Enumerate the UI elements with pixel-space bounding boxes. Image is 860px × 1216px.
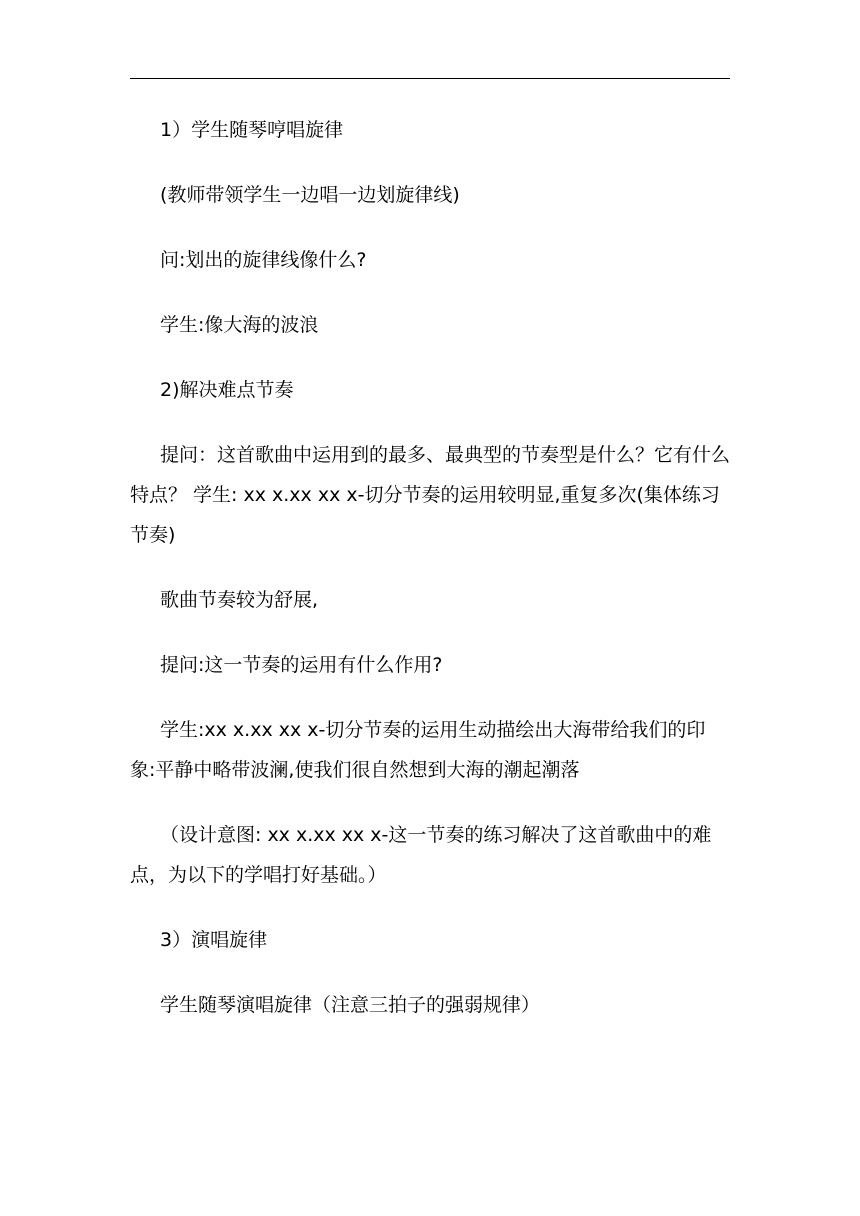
paragraph: 歌曲节奏较为舒展, [160, 589, 319, 611]
paragraph: 3）演唱旋律 [160, 929, 268, 951]
paragraph: 提问:这一节奏的运用有什么作用? [160, 654, 443, 676]
paragraph: （设计意图: xx x.xx xx x-这一节奏的练习解决了这首歌曲中的难点，为以下的学唱打好基础。） [130, 824, 712, 886]
document-body [130, 110, 730, 1025]
header-rule [130, 78, 730, 79]
paragraph: (教师带领学生一边唱一边划旋律线) [160, 184, 460, 206]
paragraph: 2)解决难点节奏 [160, 379, 294, 401]
paragraph: 学生:xx x.xx xx x-切分节奏的运用生动描绘出大海带给我们的印象:平静中略带波澜,使我们很自然想到大海的潮起潮落 [130, 719, 706, 781]
paragraph: 提问：这首歌曲中运用到的最多、最典型的节奏型是什么？它有什么特点？ 学生: xx x.xx xx x-切分节奏的运用较明显,重复多次(集体练习节奏) [130, 444, 731, 546]
paragraph: 1）学生随琴哼唱旋律 [160, 119, 344, 141]
paragraph: 问:划出的旋律线像什么? [160, 249, 367, 271]
paragraph: 学生随琴演唱旋律（注意三拍子的强弱规律） [160, 994, 541, 1016]
paragraph: 学生:像大海的波浪 [160, 314, 319, 336]
